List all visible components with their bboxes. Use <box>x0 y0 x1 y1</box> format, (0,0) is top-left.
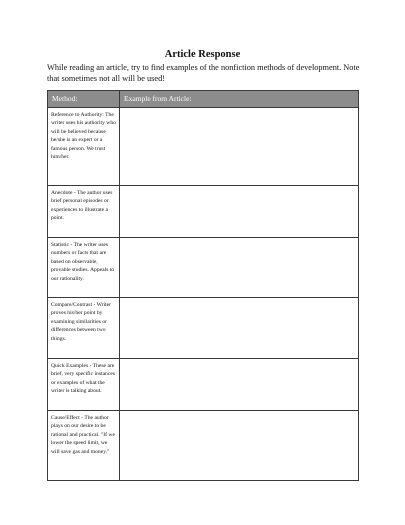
example-cell-quick-examples <box>120 359 359 411</box>
table-row <box>48 238 359 298</box>
methods-table <box>47 90 359 481</box>
example-cell-reference-to-authority <box>120 108 359 186</box>
worksheet-title: Article Response <box>164 49 241 60</box>
method-cause-effect: Cause/Effect - The author plays on our desire to be rational and practical. "If we lower the speed limit, we will save gas and money." <box>48 411 120 481</box>
example-cell-anecdote <box>120 186 359 238</box>
method-reference-to-authority: Reference to Authority: The writer uses his authority who will be believed because he/she is an expert or a famous person. We trust him/her. <box>48 108 120 186</box>
table-row <box>48 411 359 481</box>
method-quick-examples: Quick Examples - These are brief, very specific instances or examples of what the writer is talking about. <box>48 359 120 411</box>
table-row <box>48 359 359 411</box>
example-column-header: Example from Article: <box>120 91 359 108</box>
table-row <box>48 298 359 359</box>
method-statistic: Statistic - The writer uses numbers or facts that are based on observable, provable studies. Appeals to our rationality. <box>48 238 120 298</box>
method-compare-contrast: Compare/Contrast - Writer proves his/her point by examining similarities or differences between two things. <box>48 298 120 359</box>
example-cell-compare-contrast <box>120 298 359 359</box>
table-row <box>48 186 359 238</box>
method-column-header: Method: <box>48 91 120 108</box>
example-cell-statistic <box>120 238 359 298</box>
method-anecdote: Anecdote - The author uses brief personal episodes or experiences to illustrate a point. <box>48 186 120 238</box>
table-header-row <box>48 91 359 108</box>
example-cell-cause-effect <box>120 411 359 481</box>
table-row <box>48 108 359 186</box>
worksheet-instructions: While reading an article, try to find examples of the nonfiction methods of development. Note that sometimes not all will be used! <box>47 63 360 83</box>
